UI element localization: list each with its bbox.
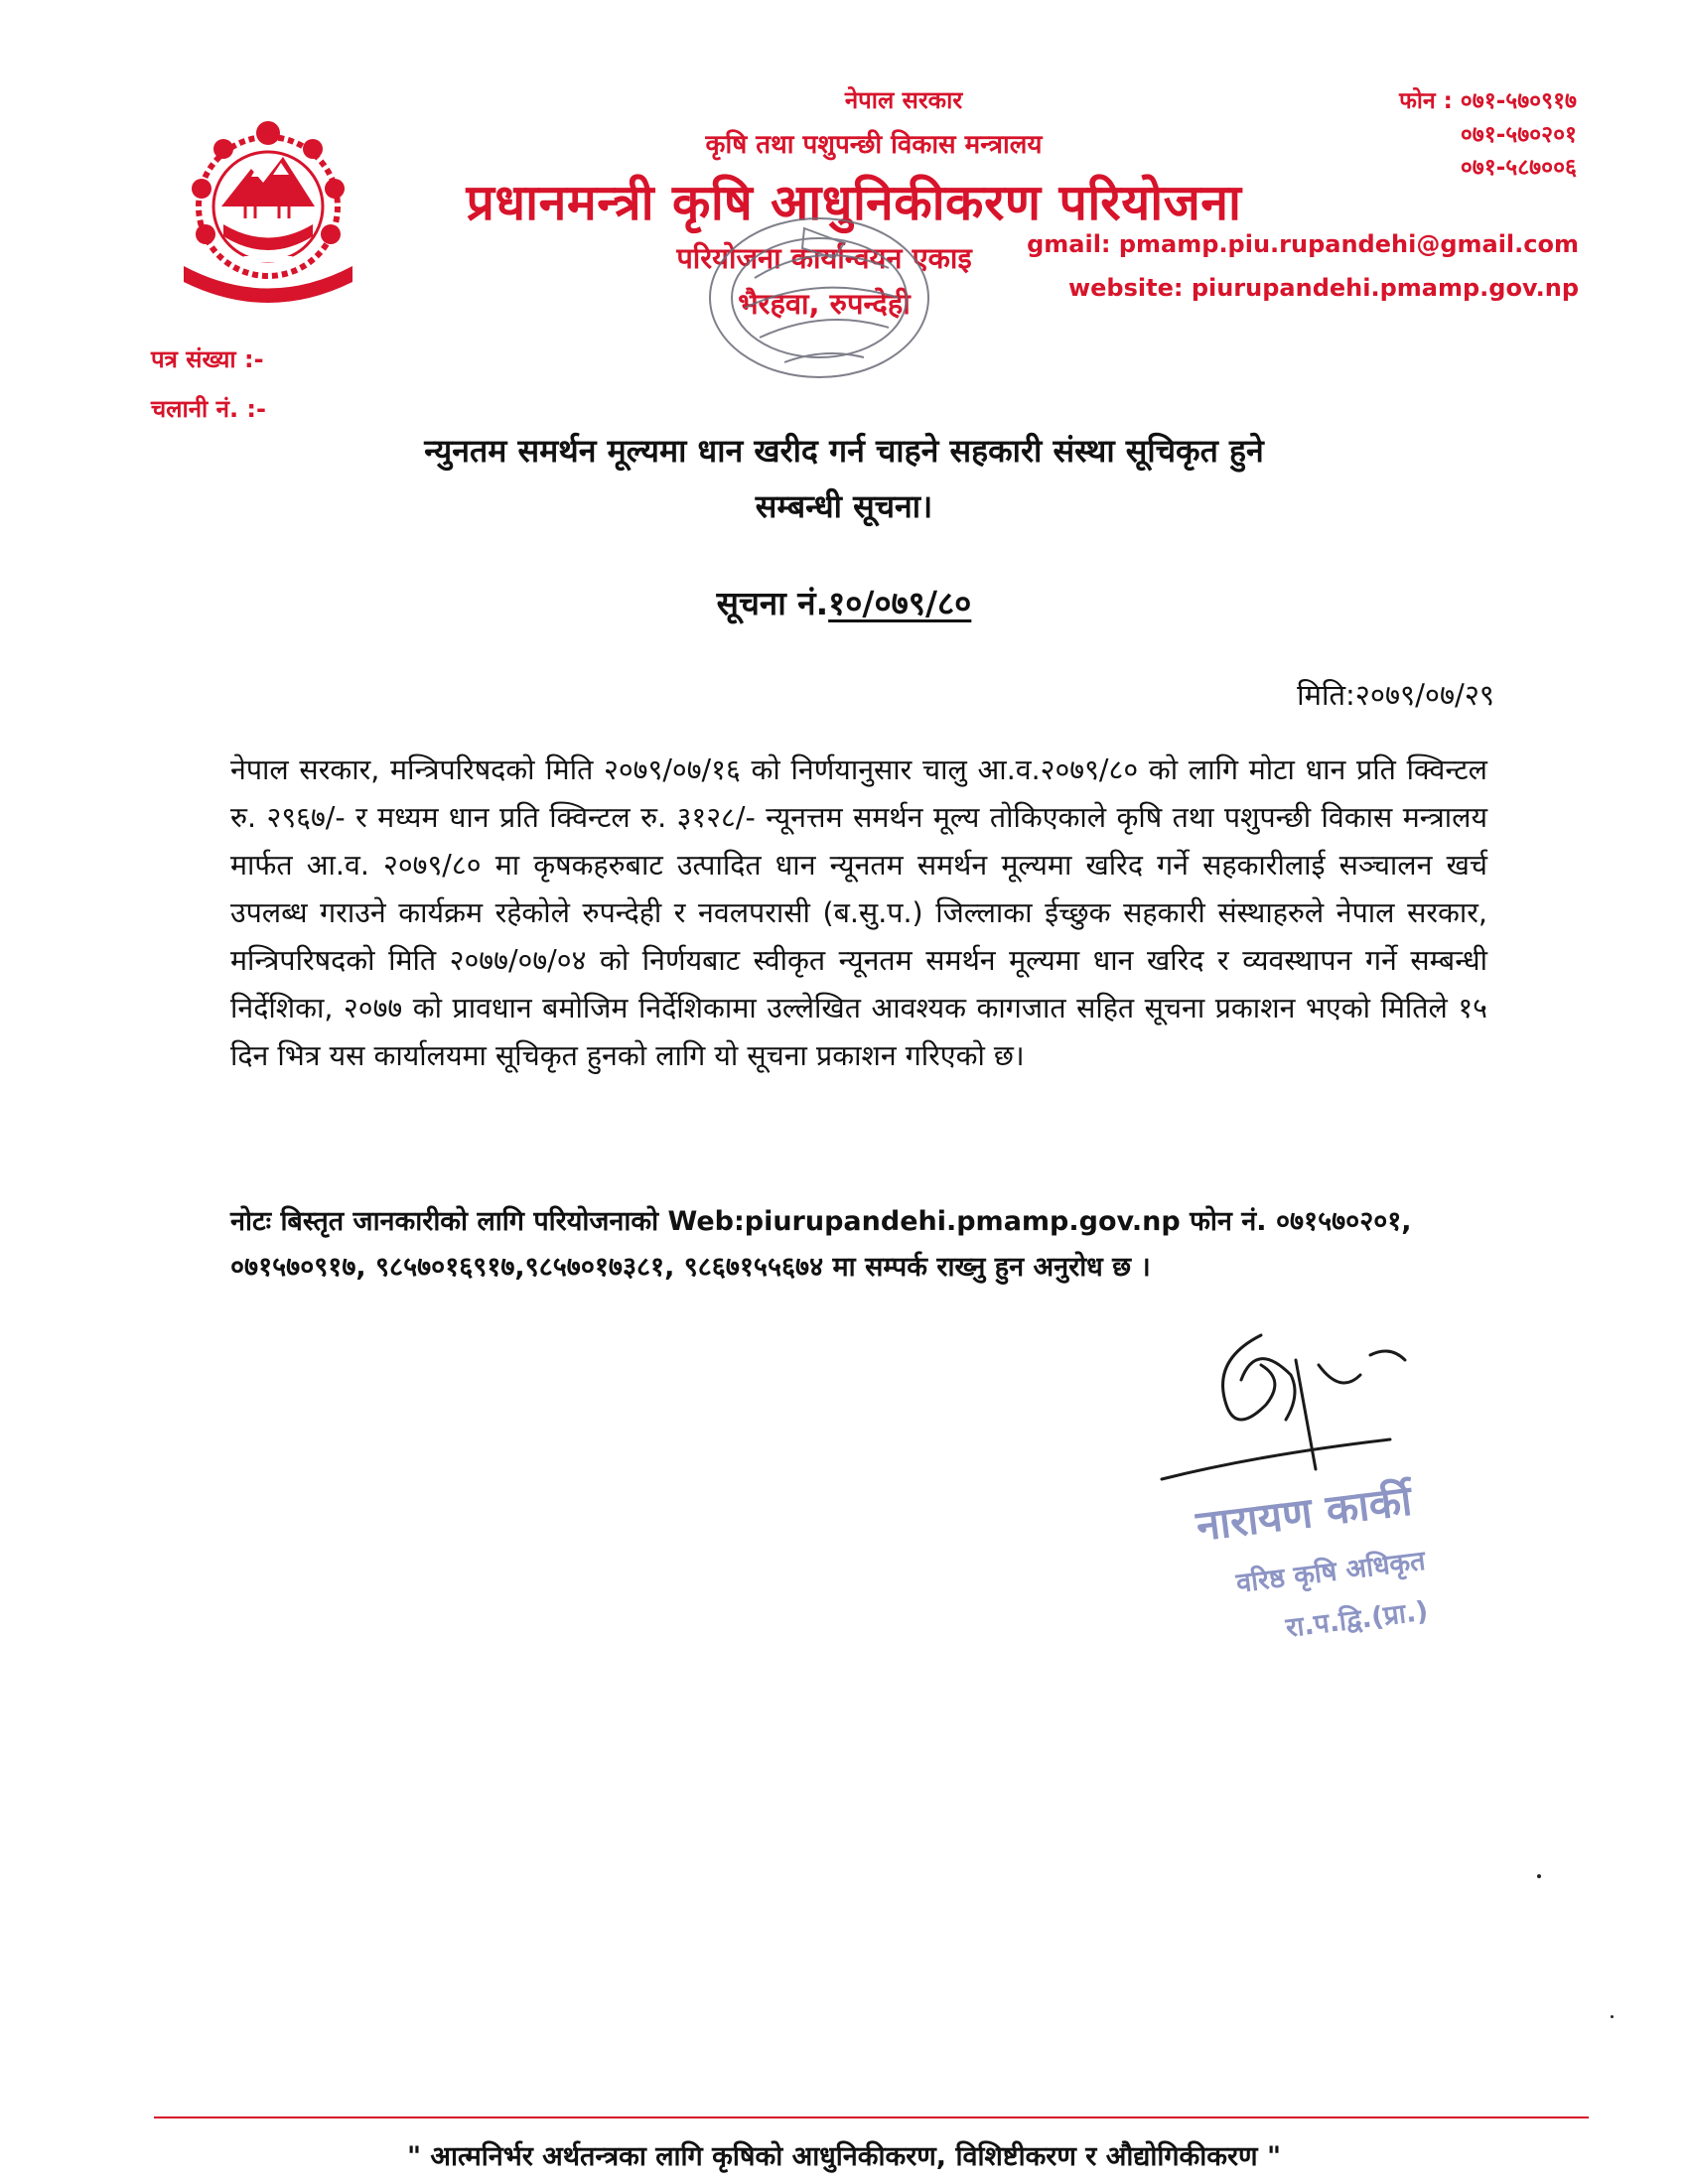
implementation-unit: परियोजना कार्यान्वयन एकाइ [676,241,972,275]
notice-date: मिति:२०७९/०७/२९ [1297,678,1494,712]
letter-number-label: पत्र संख्या :- [151,345,264,373]
office-location: भैरहवा, रुपन्देही [738,287,911,321]
footer-slogan: " आत्मनिर्भर अर्थतन्त्रका लागि कृषिको आधुनिकीकरण, विशिष्टीकरण र औद्योगिकीकरण " [406,2141,1282,2172]
website-address: website: piurupandehi.pmamp.gov.np [1067,274,1579,302]
phone-secondary: ०७१-५७०२०१ [1460,122,1577,148]
government-name: नेपाल सरकार [844,86,963,114]
signatory-grade: रा.प.द्वि.(प्रा.) [1284,1595,1431,1644]
dispatch-number-label: चलानी नं. :- [151,395,266,423]
subject-line-1: न्युनतम समर्थन मूल्यमा धान खरीद गर्न चाहने सहकारी संस्था सूचिकृत हुने [424,432,1264,470]
contact-note: नोटः बिस्तृत जानकारीको लागि परियोजनाको Web:piurupandehi.pmamp.gov.np फोन नं. ०७१५७०२०१, ०७१५७०९१७, ९८५७०१६९१७,९८५७०१७३८१, ९८६७१५५६७४ मा सम्पर्क राख्नु हुन अनुरोध छ । [230,1206,1412,1283]
scan-speck [1537,1874,1541,1878]
nepal-government-emblem [164,107,372,316]
project-title: प्रधानमन्त्री कृषि आधुनिकीकरण परियोजना [466,174,1242,231]
notice-number [596,580,1092,624]
notice-number-label: सूचना नं. [716,584,829,622]
ministry-name: कृषि तथा पशुपन्छी विकास मन्त्रालय [705,130,1043,160]
footer-divider [154,2116,1589,2118]
signatory-name: नारायण कार्की [1194,1475,1415,1551]
notice-body: नेपाल सरकार, मन्त्रिपरिषदको मिति २०७९/०७/१६ को निर्णयानुसार चालु आ.व.२०७९/८० को लागि मोटा धान प्रति क्विन्टल रु. २९६७/- र मध्यम धान प्रति क्विन्टल रु. ३१२८/- न्यूनत्तम समर्थन मूल्य तोकिएकाले कृषि तथा पशुपन्छी विकास मन्त्रालय मार्फत आ.व. २०७९/८० मा कृषकहरुबाट उत्पादित धान न्यूनतम समर्थन मूल्यमा खरिद गर्ने सहकारीलाई सञ्चालन खर्च उपलब्ध गराउने कार्यक्रम रहेकोले रुपन्देही र नवलपरासी (ब.सु.प.) जिल्लाका ईच्छुक सहकारी संस्थाहरुले नेपाल सरकार, मन्त्रिपरिषदको मिति २०७७/०७/०४ को निर्णयबाट स्वीकृत न्यूनतम समर्थन मूल्यमा धान खरिद र व्यवस्थापन गर्ने सम्बन्धी निर्देशिका, २०७७ को प्रावधान बमोजिम निर्देशिकामा उल्लेखित आवश्यक कागजात सहित सूचना प्रकाशन भएको मितिले १५ दिन भित्र यस कार्यालयमा सूचिकृत हुनको लागि यो सूचना प्रकाशन गरिएको छ। [230,753,1487,1072]
subject-line-2: सम्बन्धी सूचना। [755,487,933,525]
gmail-address: gmail: pmamp.piu.rupandehi@gmail.com [1027,230,1579,258]
office-round-stamp [685,199,953,397]
signatory-title: वरिष्ठ कृषि अधिकृत [1234,1545,1428,1599]
phone-primary: फोन : ०७१-५७०९१७ [1399,88,1577,114]
phone-tertiary: ०७१-५८७००६ [1460,155,1577,181]
notice-number-value: १०/०७९/८० [828,584,972,622]
scan-speck [1611,2015,1614,2018]
